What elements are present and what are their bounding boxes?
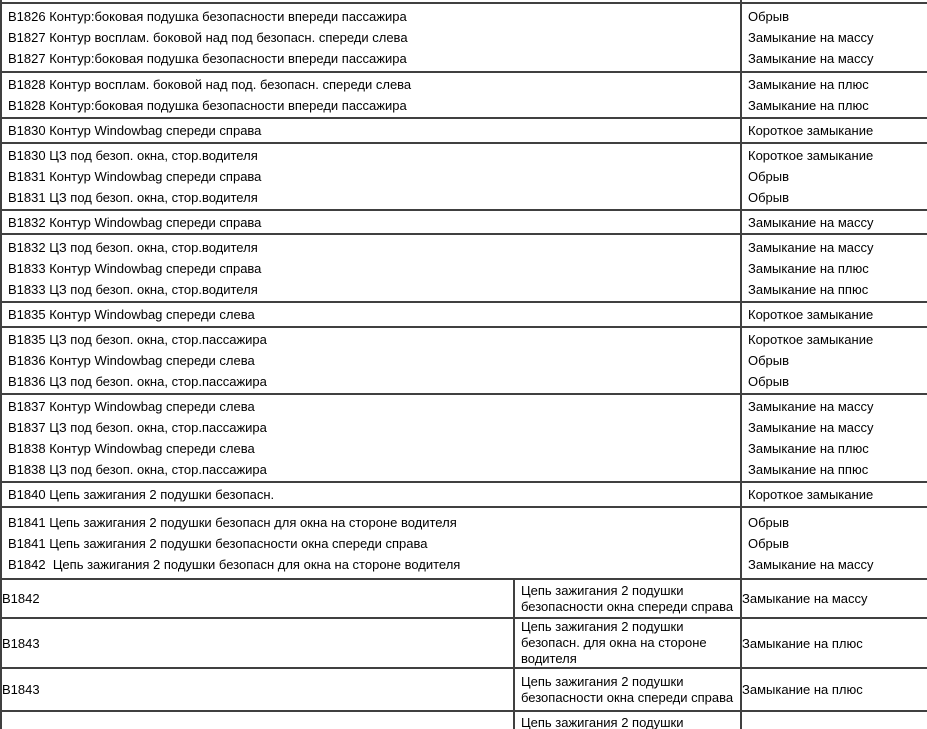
dtc-description-cell (514, 711, 741, 729)
fault-type: Короткое замыкание (748, 148, 874, 163)
fault-type-cell (741, 394, 927, 482)
dtc-code-cell (1, 668, 514, 711)
dtc-description-cell (1, 143, 741, 210)
dtc-description: B1828 Контур:боковая подушка безопасности впереди пассажира (8, 98, 407, 113)
fault-type: Замыкание на массу (748, 214, 874, 230)
table-row (1, 3, 927, 72)
table-row (1, 618, 927, 668)
fault-type: Обрыв (748, 535, 790, 551)
table-row (1, 482, 927, 507)
fault-type: Замыкание на массу (748, 420, 874, 435)
dtc-code: B1842 (2, 591, 40, 606)
dtc-description: B1838 Контур Windowbag спереди слева (8, 441, 255, 456)
fault-type-cell (741, 482, 927, 507)
fault-type-cell (741, 143, 927, 210)
dtc-description: безопасн. для окна на стороне (521, 635, 707, 650)
fault-type-cell (741, 579, 927, 618)
fault-type: Замыкание на плюс (748, 260, 869, 276)
dtc-description: B1827 Контур:боковая подушка безопасности впереди пассажира (8, 51, 407, 66)
fault-type: Замыкание на массу (748, 239, 874, 255)
dtc-code-cell (1, 711, 514, 729)
dtc-description-cell (1, 3, 741, 72)
dtc-description-cell (514, 668, 741, 711)
fault-type-cell (741, 618, 927, 668)
fault-type-cell (741, 327, 927, 394)
table-row-partial-bottom (1, 711, 927, 729)
fault-type-cell (741, 507, 927, 579)
dtc-description: Цепь зажигания 2 подушки (521, 582, 684, 598)
dtc-description: B1841 Цепь зажигания 2 подушки безопасности окна спереди справа (8, 535, 428, 551)
dtc-description: B1832 ЦЗ под безоп. окна, стор.водителя (8, 239, 258, 255)
dtc-description-cell (1, 118, 741, 143)
dtc-description: B1828 Контур восплам. боковой над под. безопасн. спереди слева (8, 77, 412, 92)
fault-type: Замыкание на массу (748, 51, 874, 66)
dtc-description: B1836 Контур Windowbag спереди слева (8, 353, 255, 368)
fault-type: Обрыв (748, 514, 790, 530)
table-row (1, 507, 927, 579)
fault-type: Замыкание на плюс (748, 441, 869, 456)
dtc-description-cell (1, 327, 741, 394)
dtc-description-cell (1, 482, 741, 507)
table-row (1, 327, 927, 394)
dtc-code-cell (1, 618, 514, 668)
dtc-description: B1836 ЦЗ под безоп. окна, стор.пассажира (8, 374, 267, 389)
fault-type: Замыкание на массу (742, 591, 868, 606)
fault-type-cell (741, 210, 927, 234)
fault-type: Обрыв (748, 169, 790, 184)
dtc-description: водителя (521, 651, 577, 666)
dtc-description: B1833 ЦЗ под безоп. окна, стор.водителя (8, 281, 258, 297)
fault-type: Замыкание на плюс (748, 98, 869, 113)
fault-type: Замыкание на плюс (748, 77, 869, 92)
table-row (1, 394, 927, 482)
dtc-description: B1830 ЦЗ под безоп. окна, стор.водителя (8, 148, 258, 163)
fault-type-cell (741, 3, 927, 72)
fault-type: Замыкание на массу (748, 556, 874, 572)
fault-type: Замыкание на плюс (742, 635, 863, 651)
dtc-description-cell (514, 579, 741, 618)
dtc-code: B1843 (2, 635, 40, 651)
dtc-description: B1838 ЦЗ под безоп. окна, стор.пассажира (8, 462, 267, 477)
dtc-description-cell (1, 394, 741, 482)
fault-type: Замыкание на ппюс (748, 281, 869, 297)
fault-type: Короткое замыкание (748, 487, 874, 502)
dtc-code-cell (1, 579, 514, 618)
dtc-description: B1831 Контур Windowbag спереди справа (8, 169, 262, 184)
dtc-description: B1842 Цепь зажигания 2 подушки безопасн для окна на стороне водителя (8, 556, 461, 572)
dtc-description-cell (1, 507, 741, 579)
fault-type-cell (741, 234, 927, 302)
dtc-description-cell (1, 302, 741, 327)
dtc-description: B1841 Цепь зажигания 2 подушки безопасн для окна на стороне водителя (8, 514, 457, 530)
dtc-description: Цепь зажигания 2 подушки (521, 673, 684, 689)
fault-type-cell (741, 711, 927, 729)
dtc-description: B1840 Цепь зажигания 2 подушки безопасн. (8, 487, 275, 502)
table-row (1, 143, 927, 210)
table-row (1, 302, 927, 327)
table-row (1, 210, 927, 234)
fault-type: Обрыв (748, 190, 790, 205)
table-row (1, 668, 927, 711)
fault-type-cell (741, 118, 927, 143)
dtc-description: безопасности окна спереди справа (521, 598, 734, 614)
dtc-description-cell (1, 72, 741, 118)
dtc-description: B1837 Контур Windowbag спереди слева (8, 399, 255, 414)
dtc-description: B1827 Контур восплам. боковой над под безопасн. спереди слева (8, 30, 408, 45)
fault-type: Обрыв (748, 9, 790, 24)
dtc-description: B1832 Контур Windowbag спереди справа (8, 214, 262, 230)
fault-type: Короткое замыкание (748, 332, 874, 347)
dtc-description: Цепь зажигания 2 подушки (521, 619, 684, 634)
dtc-description-cell (514, 618, 741, 668)
table-row (1, 118, 927, 143)
table-row (1, 72, 927, 118)
dtc-description-cell (1, 210, 741, 234)
dtc-code: B1843 (2, 682, 40, 697)
dtc-description-cell (1, 234, 741, 302)
fault-type: Замыкание на ппюс (748, 462, 869, 477)
dtc-description: B1837 ЦЗ под безоп. окна, стор.пассажира (8, 420, 267, 435)
fault-type: Замыкание на плюс (742, 682, 863, 697)
fault-type-cell (741, 302, 927, 327)
dtc-description: B1826 Контур:боковая подушка безопасности впереди пассажира (8, 9, 407, 24)
dtc-description: B1831 ЦЗ под безоп. окна, стор.водителя (8, 190, 258, 205)
table-row (1, 234, 927, 302)
dtc-description: безопасности окна спереди справа (521, 689, 734, 705)
fault-type: Замыкание на массу (748, 399, 874, 414)
fault-type: Замыкание на массу (748, 30, 874, 45)
fault-type: Обрыв (748, 353, 790, 368)
dtc-description: B1833 Контур Windowbag спереди справа (8, 260, 262, 276)
dtc-description: B1835 Контур Windowbag спереди слева (8, 307, 255, 322)
fault-type-cell (741, 72, 927, 118)
fault-type: Короткое замыкание (748, 307, 874, 322)
fault-type: Короткое замыкание (748, 123, 874, 138)
dtc-description: B1835 ЦЗ под безоп. окна, стор.пассажира (8, 332, 267, 347)
fault-type-cell (741, 668, 927, 711)
dtc-description: B1830 Контур Windowbag спереди справа (8, 123, 262, 138)
dtc-description: Цепь зажигания 2 подушки (521, 715, 684, 729)
fault-type: Обрыв (748, 374, 790, 389)
table-row (1, 579, 927, 618)
